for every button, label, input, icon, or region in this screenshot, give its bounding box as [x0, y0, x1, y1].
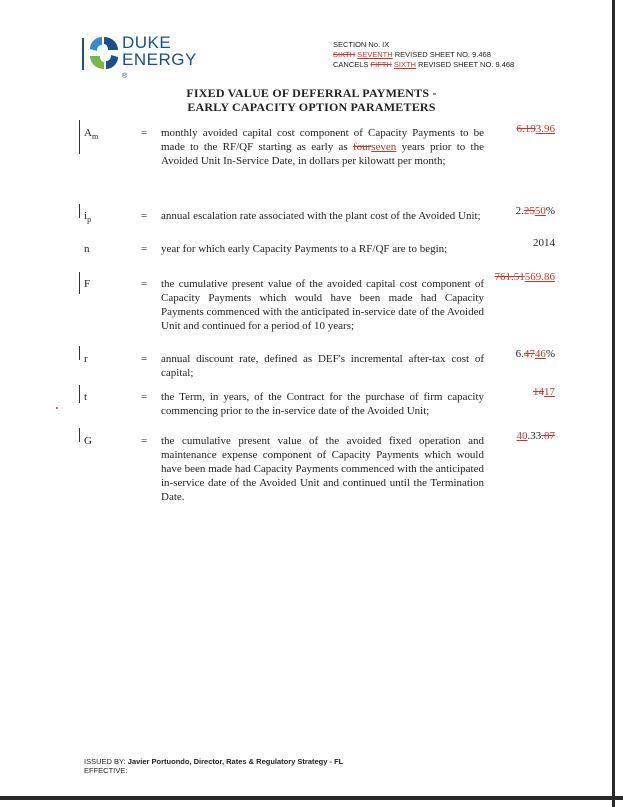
logo-line1: DUKE [122, 33, 172, 52]
revision-bar [79, 385, 80, 403]
equals-sign: = [141, 210, 148, 222]
logo-bar [82, 38, 84, 70]
page-title [0, 86, 623, 114]
param-description: monthly avoided capital cost component of Capacity Payments to be made to the RF/QF starting as early as fourseven years prior to the Avoided Unit In-Service Date, in dollars per kilowatt per month; [161, 127, 484, 167]
param-description: the cumulative present value of the avoided fixed operation and maintenance expense component of Capacity Payments which would have been made had Capacity Payments commenced with the anticipated in-service date of the Avoided Unit and continued until the Termination Date. [161, 435, 484, 503]
param-symbol: $i_p$ [84, 210, 92, 225]
equals-sign: = [141, 435, 148, 447]
logo-trademark: ® [122, 73, 128, 80]
param-value: 40.33.87 [516, 430, 555, 442]
param-description: annual escalation rate associated with the plant cost of the Avoided Unit; [161, 210, 481, 222]
section-number: SECTION No. IX [333, 40, 390, 49]
equals-sign: = [141, 127, 148, 139]
cancels-prefix: CANCELS [333, 60, 369, 69]
sheet-deleted: SIXTH [333, 50, 356, 59]
sheet-inserted: SEVENTH [357, 50, 393, 59]
equals-sign: = [141, 278, 148, 290]
param-value: 6.4746% [515, 348, 555, 360]
cancels-inserted: SIXTH [393, 60, 416, 69]
sheet-rest: REVISED SHEET NO. 9.468 [394, 50, 491, 59]
param-value: 761.51569.86 [494, 271, 555, 283]
param-symbol: r [84, 353, 88, 365]
logo-wordmark [122, 34, 197, 85]
issued-by-label: ISSUED BY: [84, 757, 126, 766]
param-description: year for which early Capacity Payments to a RF/QF are to begin; [161, 243, 448, 255]
revision-bar [79, 346, 80, 360]
param-description: annual discount rate, defined as DEF's incremental after-tax cost of capital; [161, 353, 484, 379]
logo-line2: ENERGY [122, 50, 197, 69]
sheet-line [333, 50, 514, 60]
title-line-2: EARLY CAPACITY OPTION PARAMETERS [187, 100, 436, 114]
effective-label: EFFECTIVE: [84, 766, 128, 775]
param-description: the Term, in years, of the Contract for the purchase of firm capacity commencing prior to the in-service date of the Avoided Unit; [161, 391, 484, 417]
param-description: the cumulative present value of the avoided capital cost component of Capacity Payments which would have been made had Capacity Payments commenced with the anticipated in-service date of the Avoided Unit and continued for a period of 10 years; [161, 278, 484, 332]
issued-by-value: Javier Portuondo, Director, Rates & Regulatory Strategy - FL [127, 757, 344, 766]
param-symbol: $A_m$ [84, 127, 99, 142]
param-value: 1417 [533, 386, 555, 398]
equals-sign: = [141, 391, 148, 403]
sheet-header [333, 40, 514, 70]
param-value: 6.193.96 [516, 123, 555, 135]
revision-bar [79, 428, 80, 442]
revision-bar [79, 204, 80, 218]
issued-by-line [84, 757, 343, 766]
margin-mark [56, 407, 58, 409]
cancels-rest: REVISED SHEET NO. 9.468 [418, 60, 515, 69]
param-symbol: t [84, 391, 88, 403]
param-symbol: F [84, 278, 91, 290]
title-line-1: FIXED VALUE OF DEFERRAL PAYMENTS - [186, 86, 437, 100]
param-value: 2014 [533, 237, 555, 249]
param-symbol: G [84, 435, 92, 447]
cancels-deleted: FIFTH [370, 60, 392, 69]
duke-energy-logo [78, 33, 198, 80]
revision-bar [79, 272, 80, 294]
duke-energy-icon [88, 35, 120, 71]
revision-bar [79, 120, 80, 154]
page-border-bottom [0, 796, 623, 800]
equals-sign: = [141, 353, 148, 365]
equals-sign: = [141, 243, 148, 255]
issuance-footer [84, 757, 343, 775]
page-border-right [612, 0, 615, 807]
param-value: 2.2550% [515, 205, 555, 217]
cancels-line [333, 60, 514, 70]
param-symbol: n [84, 243, 90, 255]
